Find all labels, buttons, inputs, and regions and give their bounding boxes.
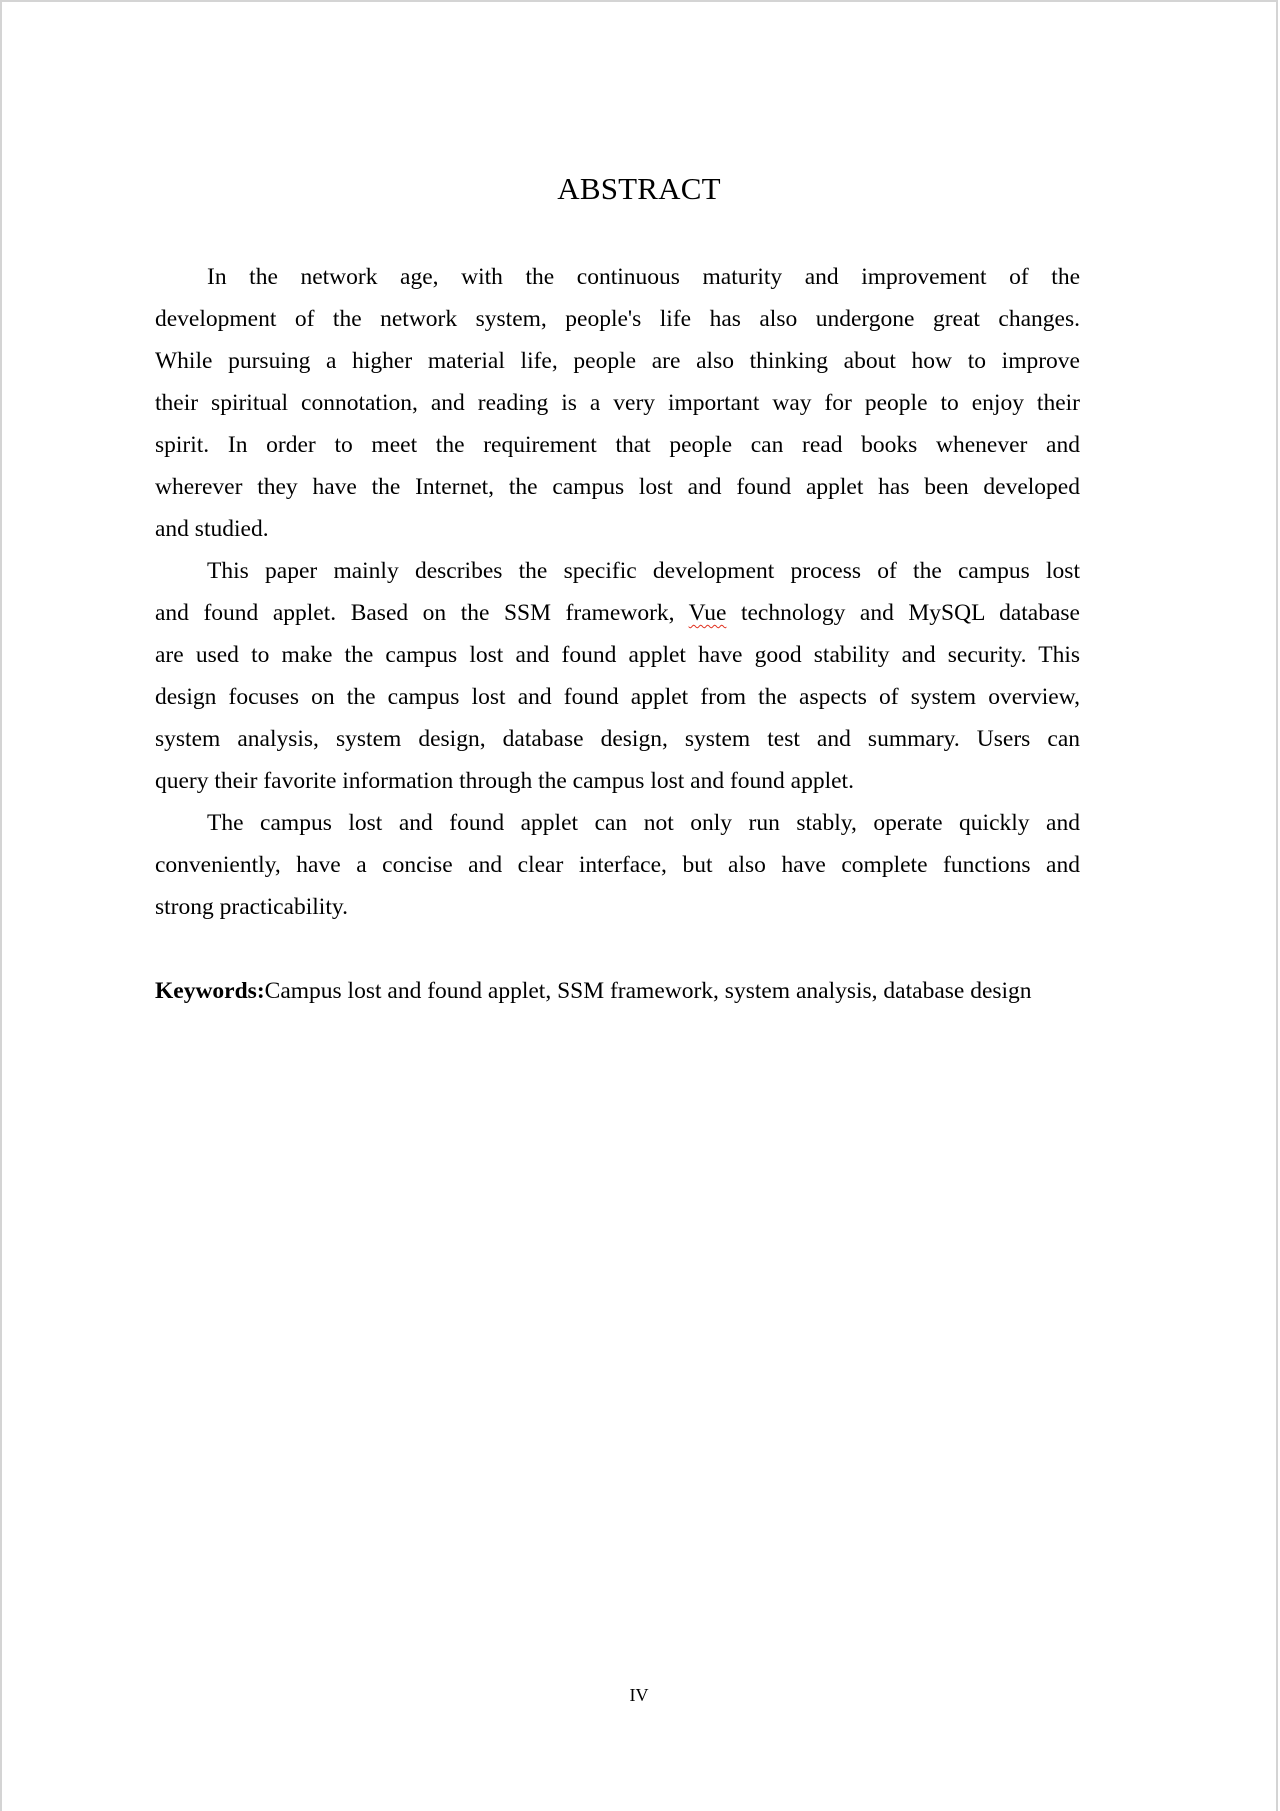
abstract-body [155,256,1080,1012]
blank-line [155,928,1080,970]
paragraph-2 [155,550,1080,802]
text-line: conveniently, have a concise and clear interface, but also have complete functions and [155,852,1080,878]
page-number: IV [629,1685,649,1705]
text-line: are used to make the campus lost and found applet have good stability and security. This [155,642,1080,668]
text-line: query their favorite information through the campus lost and found applet. [155,768,854,794]
text-line: strong practicability. [155,894,348,920]
keywords-line [155,970,1080,1012]
spellcheck-flagged-word[interactable]: Vue [688,600,727,626]
text-line: The campus lost and found applet can not only run stably, operate quickly and [207,810,1080,836]
text-line: development of the network system, people's life has also undergone great changes. [155,306,1080,332]
text-line: their spiritual connotation, and reading is a very important way for people to enjoy their [155,390,1080,416]
paragraph-1 [155,256,1080,550]
text-line [155,592,1080,634]
text-line: system analysis, system design, database design, system test and summary. Users can [155,726,1080,752]
text-line: In the network age, with the continuous maturity and improvement of the [207,264,1080,290]
keywords-label: Keywords: [155,978,265,1004]
abstract-title: ABSTRACT [557,171,721,206]
text-line: While pursuing a higher material life, people are also thinking about how to improve [155,348,1080,374]
text-line: spirit. In order to meet the requirement that people can read books whenever and [155,432,1080,458]
text-segment: technology and MySQL database [740,600,1080,626]
text-line: and studied. [155,516,269,542]
keywords-text: Campus lost and found applet, SSM framework, system analysis, database design [264,978,1032,1004]
text-line: This paper mainly describes the specific development process of the campus lost [207,558,1080,584]
text-segment: and found applet. Based on the SSM framework, [155,600,675,626]
text-line: design focuses on the campus lost and found applet from the aspects of system overview, [155,684,1080,710]
text-line: wherever they have the Internet, the campus lost and found applet has been developed [155,474,1080,500]
paragraph-3 [155,802,1080,928]
